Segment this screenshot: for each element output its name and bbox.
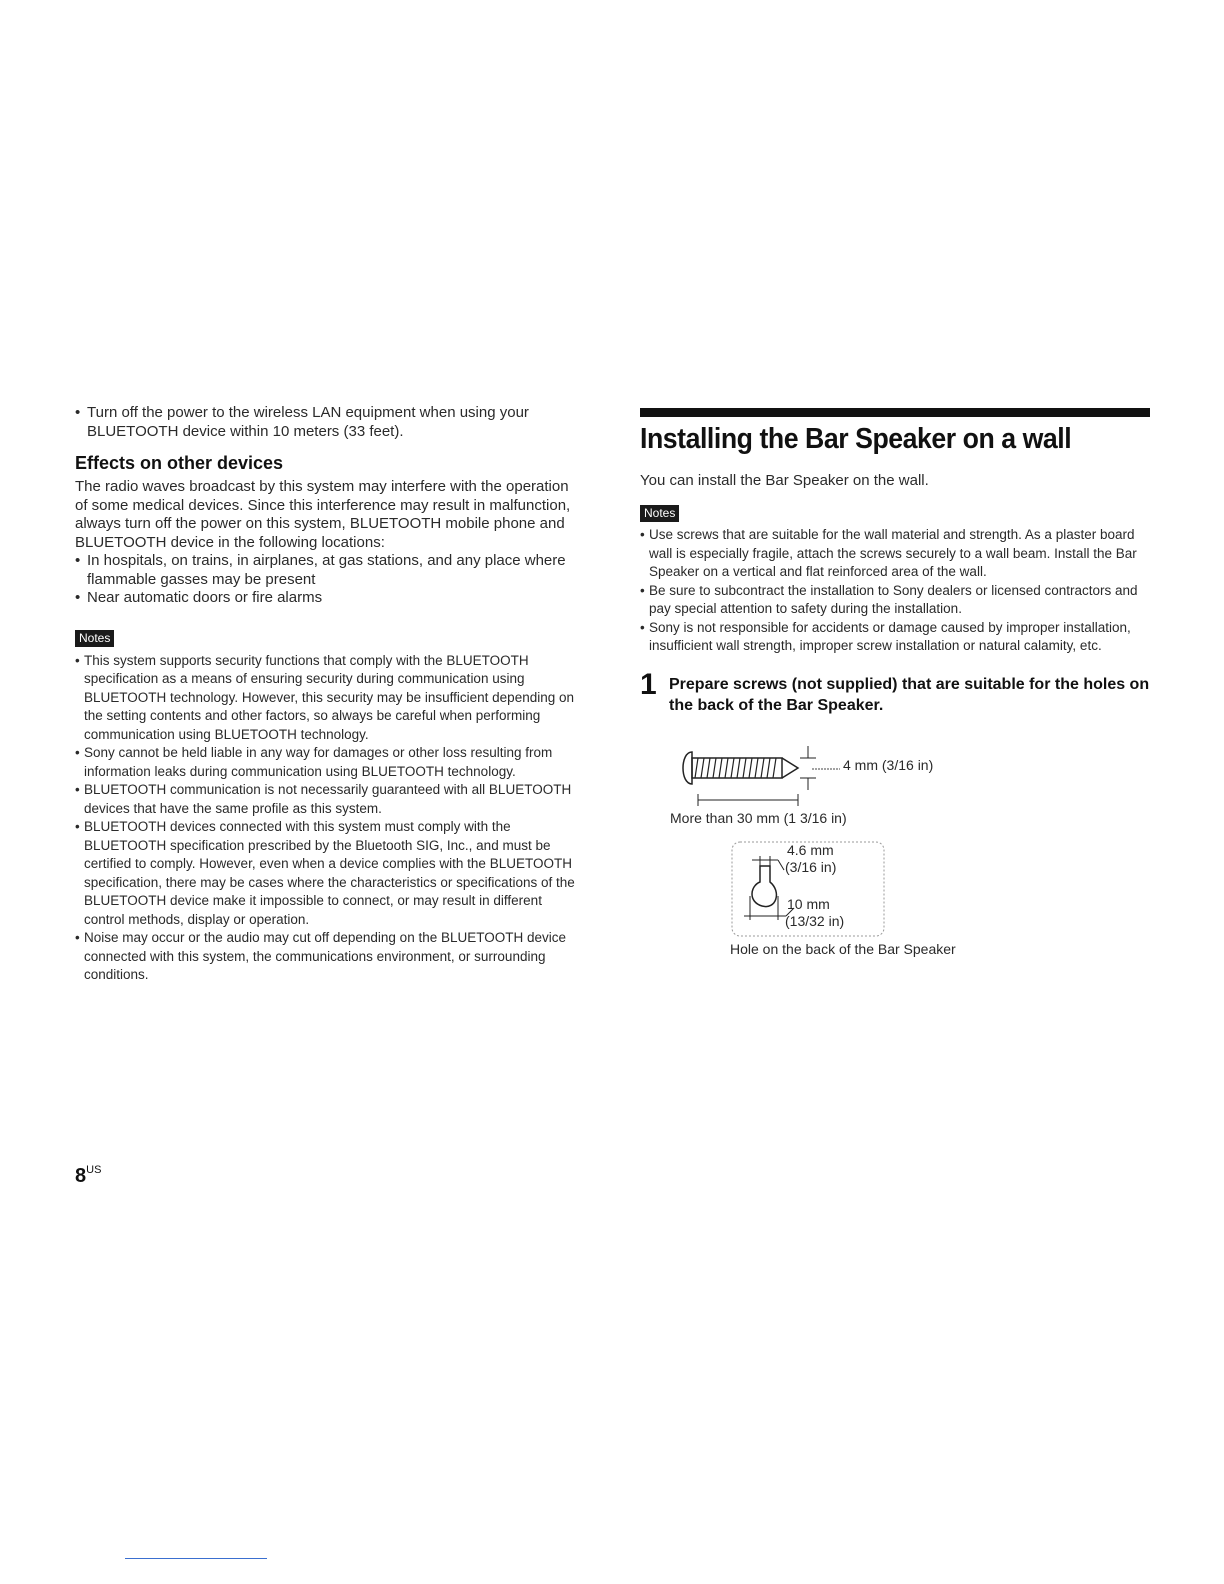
effects-paragraph: The radio waves broadcast by this system may interfere with the operation of some medical devices. Since this interference may result in malfunction, always turn off the power on this system, BLUETOOTH mobile phone and BLUETOOTH device in the following locations: bbox=[75, 478, 571, 551]
screw-figure bbox=[640, 716, 1152, 996]
page-number bbox=[75, 1164, 101, 1188]
step-number: 1 bbox=[640, 667, 657, 701]
footer-rule bbox=[125, 1558, 267, 1559]
step-text: Prepare screws (not supplied) that are suitable for the holes on the back of the Bar Speaker. bbox=[669, 675, 1150, 714]
screw-icon bbox=[678, 744, 818, 808]
note-item: • BLUETOOTH communication is not necessarily guaranteed with all BLUETOOTH devices that have the same profile as this system. bbox=[75, 781, 585, 818]
page-number-value: 8 bbox=[75, 1165, 87, 1187]
screw-diameter-label: 4 mm (3/16 in) bbox=[843, 756, 934, 773]
step-1 bbox=[640, 667, 1152, 716]
note-item: • Sony cannot be held liable in any way for damages or other loss resulting from information leaks during communication using BLUETOOTH technology. bbox=[75, 744, 585, 781]
location-bullet: • Near automatic doors or fire alarms bbox=[75, 589, 585, 608]
hole-small-in: (3/16 in) bbox=[785, 858, 837, 875]
notes-badge: Notes bbox=[75, 630, 114, 647]
note-item: • This system supports security functions that comply with the BLUETOOTH specification as a means of ensuring security during communication using BLUETOOTH technology. However, this security may be insufficient depending on the setting contents and other factors, so always be careful when performing communication using BLUETOOTH technology. bbox=[75, 652, 585, 745]
hole-large-in: (13/32 in) bbox=[785, 912, 845, 929]
page-number-suffix: US bbox=[86, 1164, 102, 1176]
left-column bbox=[75, 404, 585, 985]
leader-line bbox=[812, 766, 840, 772]
hole-large-mm: 10 mm bbox=[787, 895, 830, 912]
right-column bbox=[640, 408, 1152, 996]
hole-small-mm: 4.6 mm bbox=[787, 841, 834, 858]
note-item: • BLUETOOTH devices connected with this system must comply with the BLUETOOTH specification prescribed by the Bluetooth SIG, Inc., and must be certified to comply. However, even when a device complies with the BLUETOOTH specification, there may be cases where the characteristics or specifications of the BLUETOOTH device make it impossible to connect, or may result in different control methods, display or operation. bbox=[75, 818, 585, 929]
notes-list bbox=[75, 652, 585, 985]
section-title: Installing the Bar Speaker on a wall bbox=[640, 423, 1072, 455]
notes-list bbox=[640, 526, 1152, 656]
intro-text: You can install the Bar Speaker on the wall. bbox=[640, 472, 929, 489]
hole-caption: Hole on the back of the Bar Speaker bbox=[730, 940, 956, 957]
section-rule bbox=[640, 408, 1150, 417]
location-bullet: • In hospitals, on trains, in airplanes, at gas stations, and any place where flammable gasses may be present bbox=[75, 552, 585, 589]
note-item: • Sony is not responsible for accidents or damage caused by improper installation, insufficient wall strength, improper screw installation or natural calamity, etc. bbox=[640, 619, 1152, 656]
wireless-lan-bullet: • Turn off the power to the wireless LAN equipment when using your BLUETOOTH device within 10 meters (33 feet). bbox=[75, 404, 585, 441]
notes-badge: Notes bbox=[640, 505, 679, 522]
note-item: • Be sure to subcontract the installation to Sony dealers or licensed contractors and pay special attention to safety during the installation. bbox=[640, 582, 1152, 619]
effects-heading: Effects on other devices bbox=[75, 453, 284, 473]
screw-length-label: More than 30 mm (1 3/16 in) bbox=[670, 809, 847, 826]
note-item: • Use screws that are suitable for the wall material and strength. As a plaster board wall is especially fragile, attach the screws securely to a wall beam. Install the Bar Speaker on a vertical and flat reinforced area of the wall. bbox=[640, 526, 1152, 582]
note-item: • Noise may occur or the audio may cut off depending on the BLUETOOTH device connected with this system, the communications environment, or surrounding conditions. bbox=[75, 929, 585, 985]
